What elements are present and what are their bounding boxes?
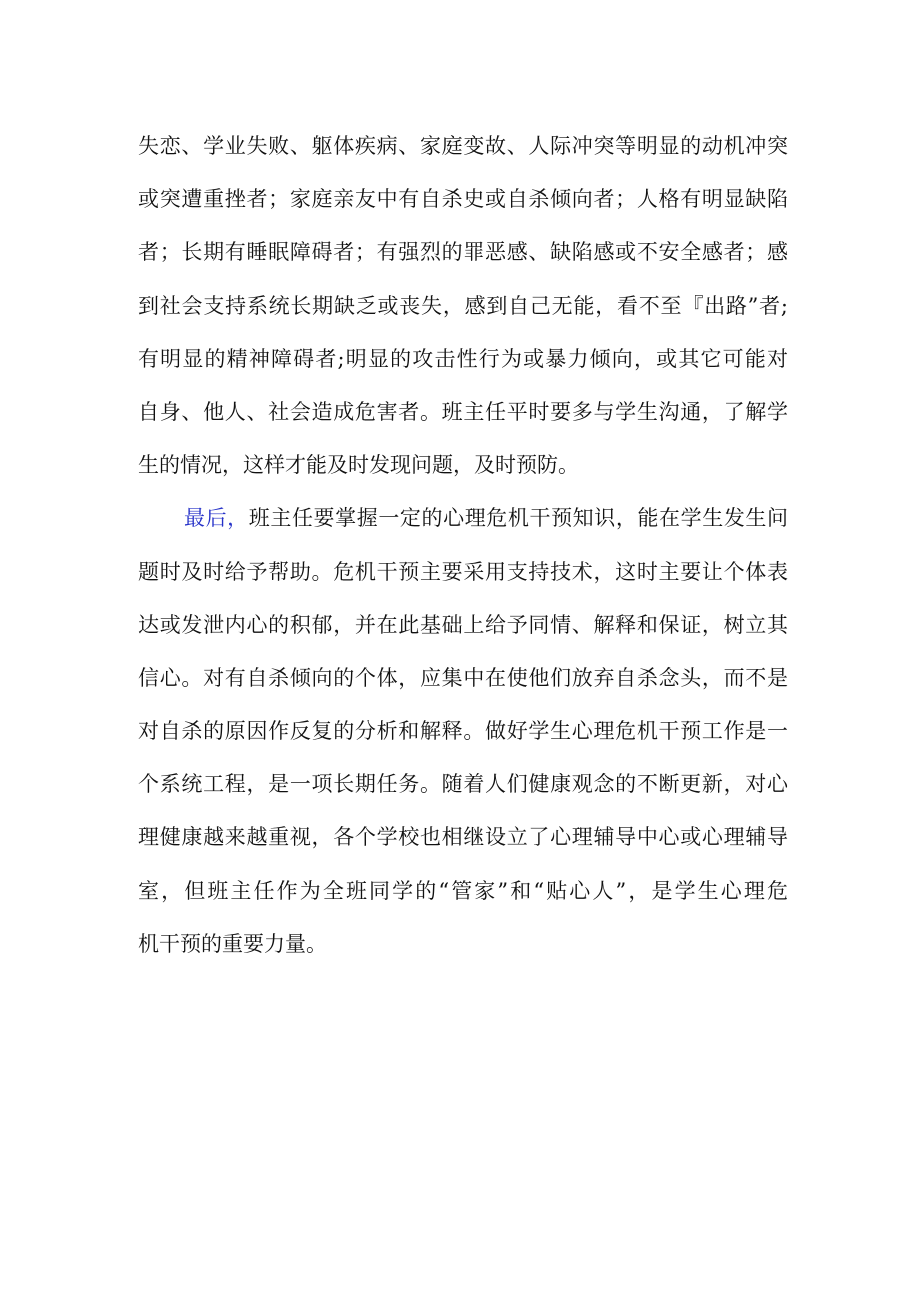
text-line: 室，但班主任作为全班同学的“管家”和“贴心人”，是学生心理危: [138, 878, 788, 903]
text-line: 理健康越来越重视，各个学校也相继设立了心理辅导中心或心理辅导: [138, 825, 788, 850]
text-line: 机干预的重要力量。: [138, 931, 327, 956]
text-line: 生的情况，这样才能及时发现问题，及时预防。: [138, 453, 579, 478]
body-text: [138, 120, 788, 971]
text-line: 达或发泄内心的积郁，并在此基础上给予同情、解释和保证，树立其: [138, 612, 788, 637]
paragraph-1: [138, 120, 788, 492]
text-line: 或突遭重挫者；家庭亲友中有自杀史或自杀倾向者；人格有明显缺陷: [138, 187, 788, 212]
highlighted-lead: 最后，: [184, 506, 249, 531]
paragraph-2: [138, 492, 788, 971]
text-line: 自身、他人、社会造成危害者。班主任平时要多与学生沟通，了解学: [138, 399, 788, 424]
text-line: 到社会支持系统长期缺乏或丧失，感到自己无能，看不至『出路”者;: [138, 293, 788, 318]
text-line: [138, 492, 788, 545]
text-line: 失恋、学业失败、躯体疾病、家庭变故、人际冲突等明显的动机冲突: [138, 134, 788, 158]
text-line: 个系统工程，是一项长期任务。随着人们健康观念的不断更新，对心: [138, 772, 788, 797]
text-run: 班主任要掌握一定的心理危机干预知识，能在学生发生问: [248, 506, 788, 531]
text-line: 者；长期有睡眠障碍者；有强烈的罪恶感、缺陷感或不安全感者；感: [138, 240, 788, 265]
text-line: 对自杀的原因作反复的分析和解释。做好学生心理危机干预工作是一: [138, 719, 788, 744]
text-line: 信心。对有自杀倾向的个体，应集中在使他们放弃自杀念头，而不是: [138, 665, 788, 690]
text-line: 有明显的精神障碍者;明显的攻击性行为或暴力倾向，或其它可能对: [138, 346, 788, 371]
text-line: 题时及时给予帮助。危机干预主要采用支持技术，这时主要让个体表: [138, 559, 788, 584]
